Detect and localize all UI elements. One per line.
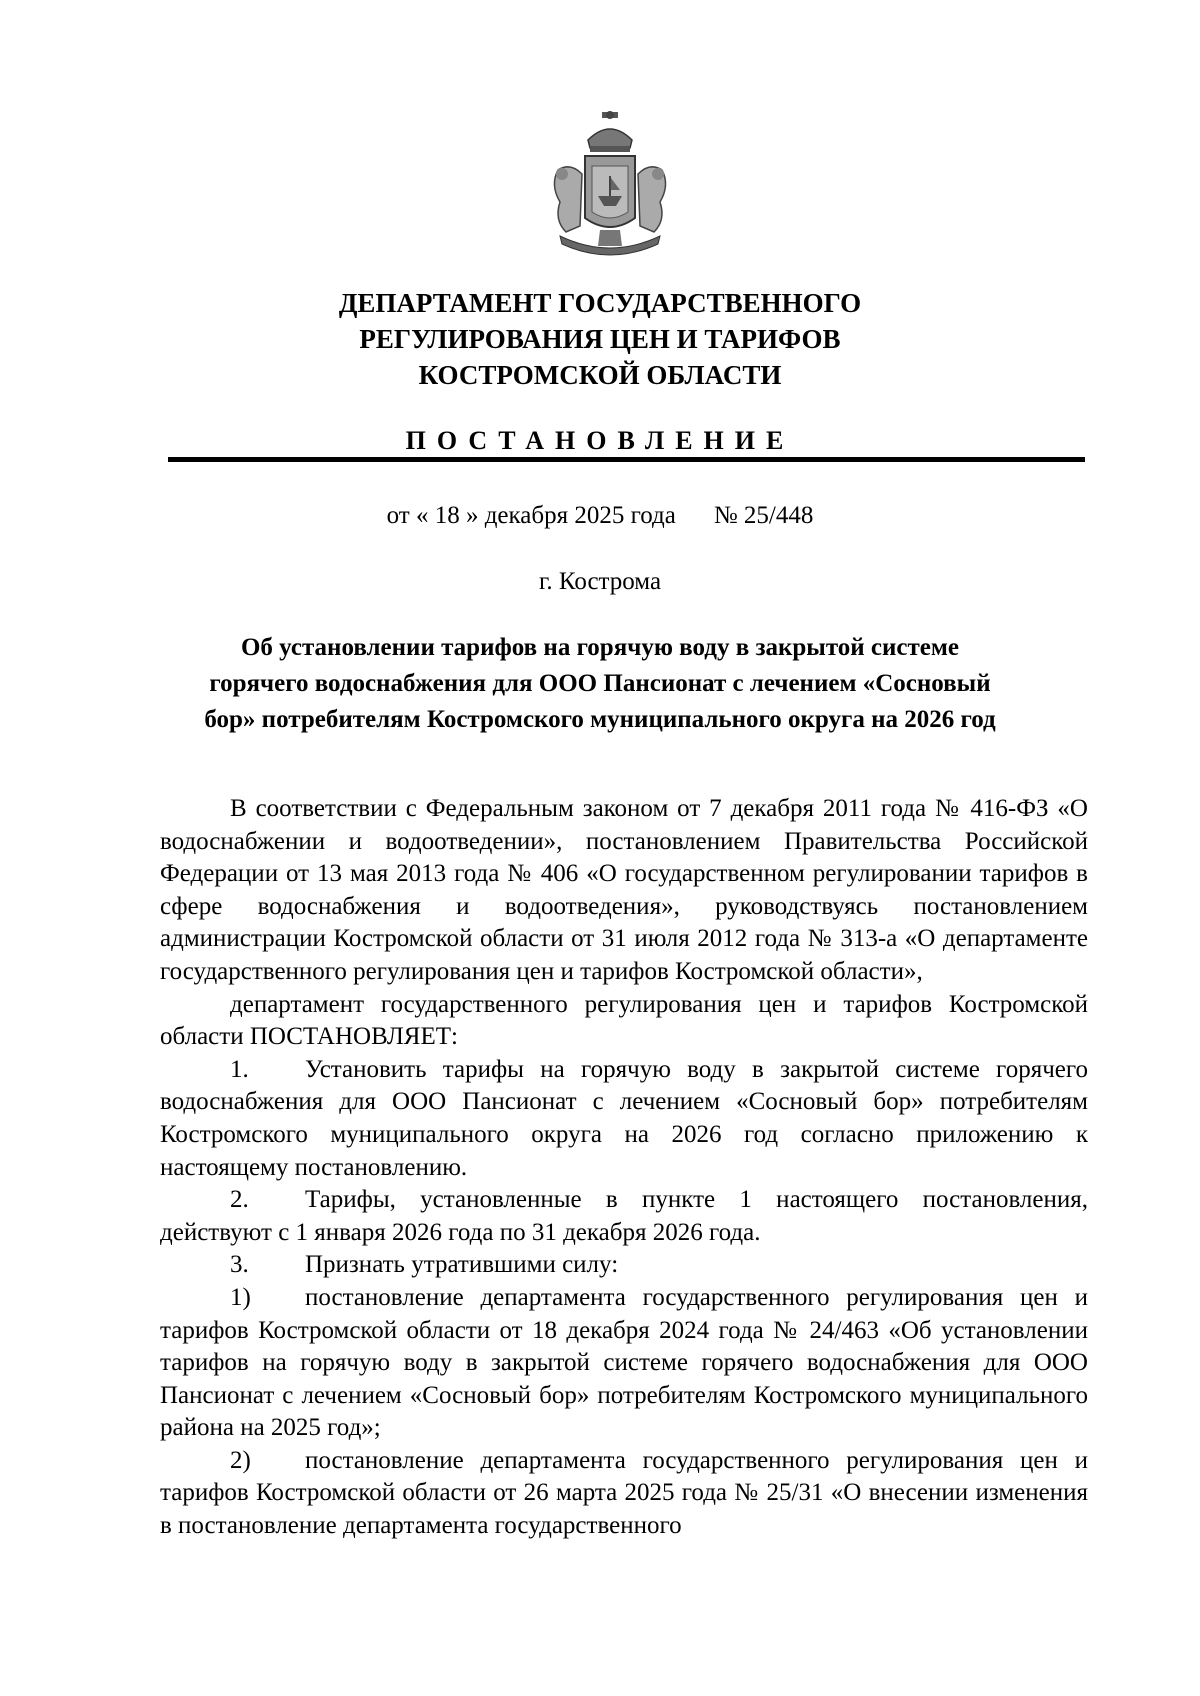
document-title	[150, 630, 1050, 738]
clause-number: 1.	[230, 1055, 249, 1083]
document-type-heading: ПОСТАНОВЛЕНИЕ	[405, 426, 795, 455]
clause-number: 2.	[230, 1186, 249, 1214]
header-divider	[168, 457, 1085, 462]
subclause-number: 2)	[230, 1446, 251, 1474]
coat-of-arms-emblem-icon	[540, 110, 680, 260]
subclause-text: постановление департамента государственного регулирования цен и тарифов Костромской области от 26 марта 2025 года № 25/31 «О внесении изменения в постановление департамента государственного	[160, 1446, 1088, 1540]
resolves-paragraph: департамент государственного регулирования цен и тарифов Костромской области ПОСТАНОВЛЯЕТ:	[160, 990, 1088, 1051]
document-number: № 25/448	[713, 502, 814, 529]
subclause-number: 1)	[230, 1283, 251, 1311]
department-name-line-2: РЕГУЛИРОВАНИЯ ЦЕН И ТАРИФОВ	[359, 324, 841, 354]
clause-2	[160, 1184, 1088, 1249]
clause-text: Установить тарифы на горячую воду в закрытой системе горячего водоснабжения для ООО Пансионат с лечением «Сосновый бор» потребителям Костромского муниципального округа на 2026 год согласно приложению к настоящему постановлению.	[160, 1055, 1088, 1181]
clause-3	[160, 1249, 1088, 1282]
preamble-paragraph: В соответствии с Федеральным законом от 7 декабря 2011 года № 416-ФЗ «О водоснабжении и водоотведении», постановлением Правительства Российской Федерации от 13 мая 2013 года № 406 «О государственном регулировании тарифов в сфере водоснабжения и водоотведения», руководствуясь постановлением администрации Костромской области от 31 июля 2012 года № 313-а «О департаменте государственного регулирования цен и тарифов Костромской области»,	[160, 795, 1088, 985]
document-date: от « 18 » декабря 2025 года	[386, 502, 676, 529]
subclause-1	[160, 1282, 1088, 1445]
title-line-3: бор» потребителям Костромского муниципального округа на 2026 год	[204, 706, 996, 733]
document-body	[160, 793, 1088, 1543]
clause-text: Тарифы, установленные в пункте 1 настоящего постановления, действуют с 1 января 2026 года по 31 декабря 2026 года.	[160, 1186, 1088, 1246]
clause-text: Признать утратившими силу:	[305, 1251, 619, 1279]
title-line-1: Об установлении тарифов на горячую воду в закрытой системе	[240, 634, 960, 661]
subclause-2	[160, 1445, 1088, 1543]
date-number-line	[0, 499, 1200, 533]
document-city: г. Кострома	[538, 568, 662, 595]
clause-number: 3.	[230, 1251, 249, 1279]
department-name-line-3: КОСТРОМСКОЙ ОБЛАСТИ	[418, 360, 782, 390]
clause-1	[160, 1054, 1088, 1184]
title-line-2: горячего водоснабжения для ООО Пансионат с лечением «Сосновый	[209, 670, 991, 697]
department-name-line-1: ДЕПАРТАМЕНТ ГОСУДАРСТВЕННОГО	[338, 288, 862, 318]
subclause-text: постановление департамента государственного регулирования цен и тарифов Костромской области от 18 декабря 2024 года № 24/463 «Об установлении тарифов на горячую воду в закрытой системе горячего водоснабжения для ООО Пансионат с лечением «Сосновый бор» потребителям Костромского муниципального района на 2025 год»;	[160, 1283, 1088, 1442]
